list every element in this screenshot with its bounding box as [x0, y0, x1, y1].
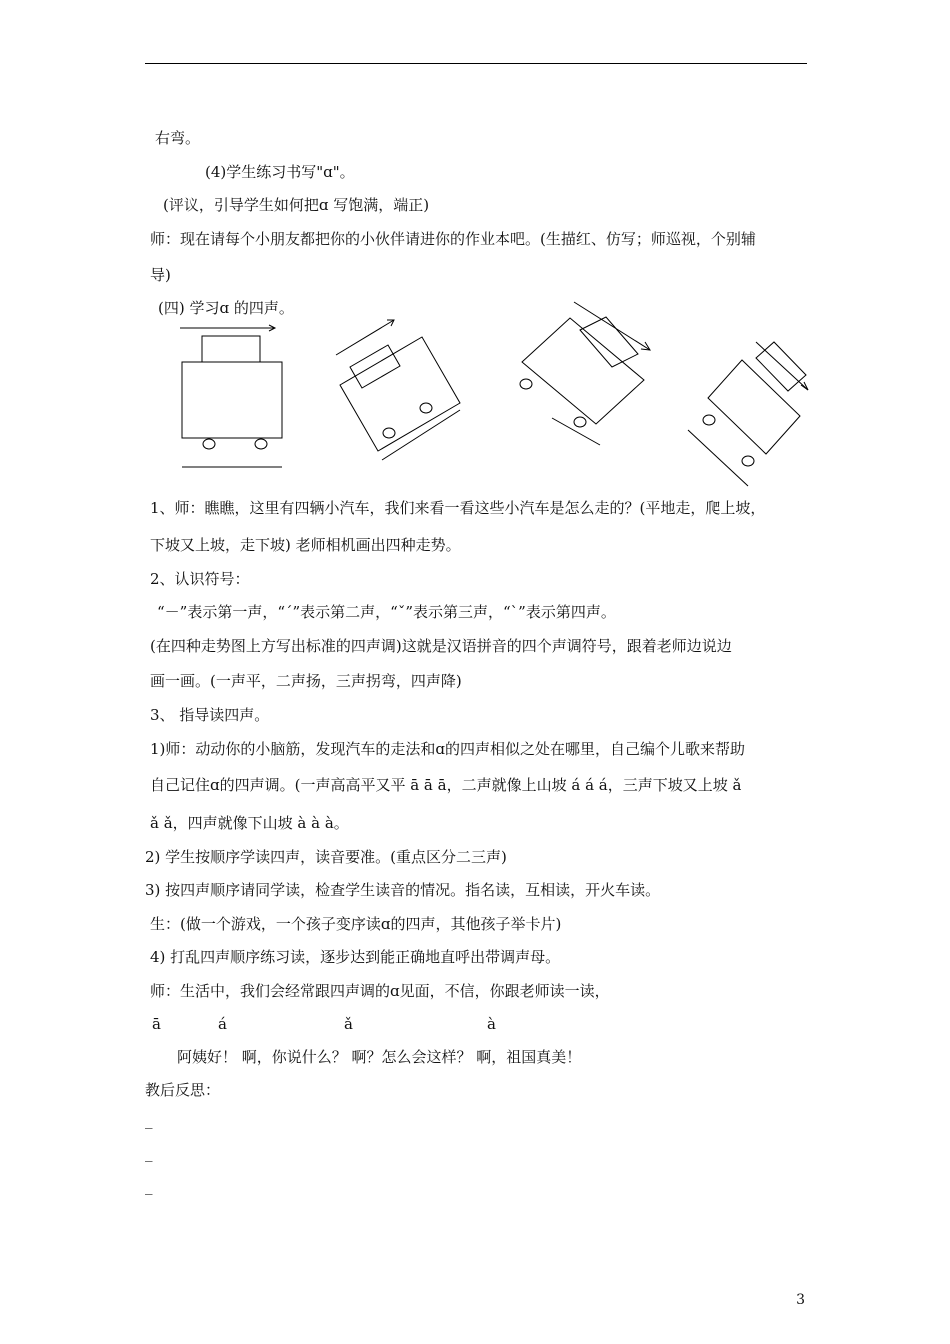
section-heading: (四) 学习ɑ 的四声。: [158, 299, 294, 317]
car-flat: [180, 325, 282, 467]
blank-line: _: [145, 1177, 153, 1195]
tone-mark-4: à: [487, 1015, 496, 1033]
text-line: 下坡又上坡，走下坡) 老师相机画出四种走势。: [150, 536, 461, 554]
text-line: 师：生活中，我们会经常跟四声调的ɑ见面，不信，你跟老师读一读，: [150, 982, 610, 1000]
text-line: ǎ ǎ，四声就像下山坡 à à à。: [150, 814, 349, 832]
reflection-heading: 教后反思：: [145, 1081, 221, 1099]
text-line: 2、认识符号：: [150, 570, 250, 588]
tone-mark-2: á: [218, 1015, 227, 1033]
text-line: 3) 按四声顺序请同学读，检查学生读音的情况。指名读，互相读，开火车读。: [145, 881, 661, 899]
text-line: 画一画。(一声平，二声扬，三声拐弯，四声降): [150, 672, 462, 690]
text-line: 生：(做一个游戏，一个孩子变序读ɑ的四声，其他孩子举卡片): [150, 915, 562, 933]
text-line: 1)师：动动你的小脑筋，发现汽车的走法和ɑ的四声相似之处在哪里，自己编个儿歌来帮助: [150, 740, 746, 758]
text-line: (评议，引导学生如何把ɑ 写饱满，端正): [163, 196, 430, 214]
four-cars-figure: [160, 290, 820, 490]
blank-line: _: [145, 1144, 153, 1162]
page-number: 3: [796, 1292, 805, 1308]
text-line: 3、 指导读四声。: [150, 706, 270, 724]
car-downhill: [688, 342, 808, 486]
text-line: 1、师：瞧瞧，这里有四辆小汽车，我们来看一看这些小汽车是怎么走的？(平地走，爬上坡，: [150, 499, 766, 517]
tone-symbols-line: “－”表示第一声，“ˊ”表示第二声，“ˇ”表示第三声，“ˋ”表示第四声。: [157, 603, 616, 621]
tone-mark-1: ā: [152, 1015, 161, 1033]
car-uphill: [336, 320, 460, 460]
header-rule: [145, 63, 807, 64]
text-line: 4) 打乱四声顺序练习读，逐步达到能正确地直呼出带调声母。: [150, 948, 561, 966]
text-line: 师：现在请每个小朋友都把你的小伙伴请进你的作业本吧。(生描红、仿写；师巡视，个别辅: [150, 230, 756, 248]
text-line: 阿姨好！ 啊，你说什么？ 啊？怎么会这样？ 啊，祖国真美！: [177, 1048, 582, 1066]
car-down-up: [520, 302, 650, 445]
text-line: 右弯。: [155, 129, 201, 147]
text-line: 自己记住ɑ的四声调。(一声高高平又平 ā ā ā，二声就像上山坡 á á á，三声下坡又上坡 ǎ: [150, 776, 742, 794]
text-line: (4)学生练习书写"ɑ"。: [205, 163, 355, 181]
blank-line: _: [145, 1111, 153, 1129]
text-line: 导): [150, 266, 171, 284]
text-line: (在四种走势图上方写出标准的四声调)这就是汉语拼音的四个声调符号，跟着老师边说边: [150, 637, 732, 655]
tone-mark-3: ǎ: [344, 1015, 353, 1033]
text-line: 2) 学生按顺序学读四声，读音要准。(重点区分二三声): [145, 848, 507, 866]
